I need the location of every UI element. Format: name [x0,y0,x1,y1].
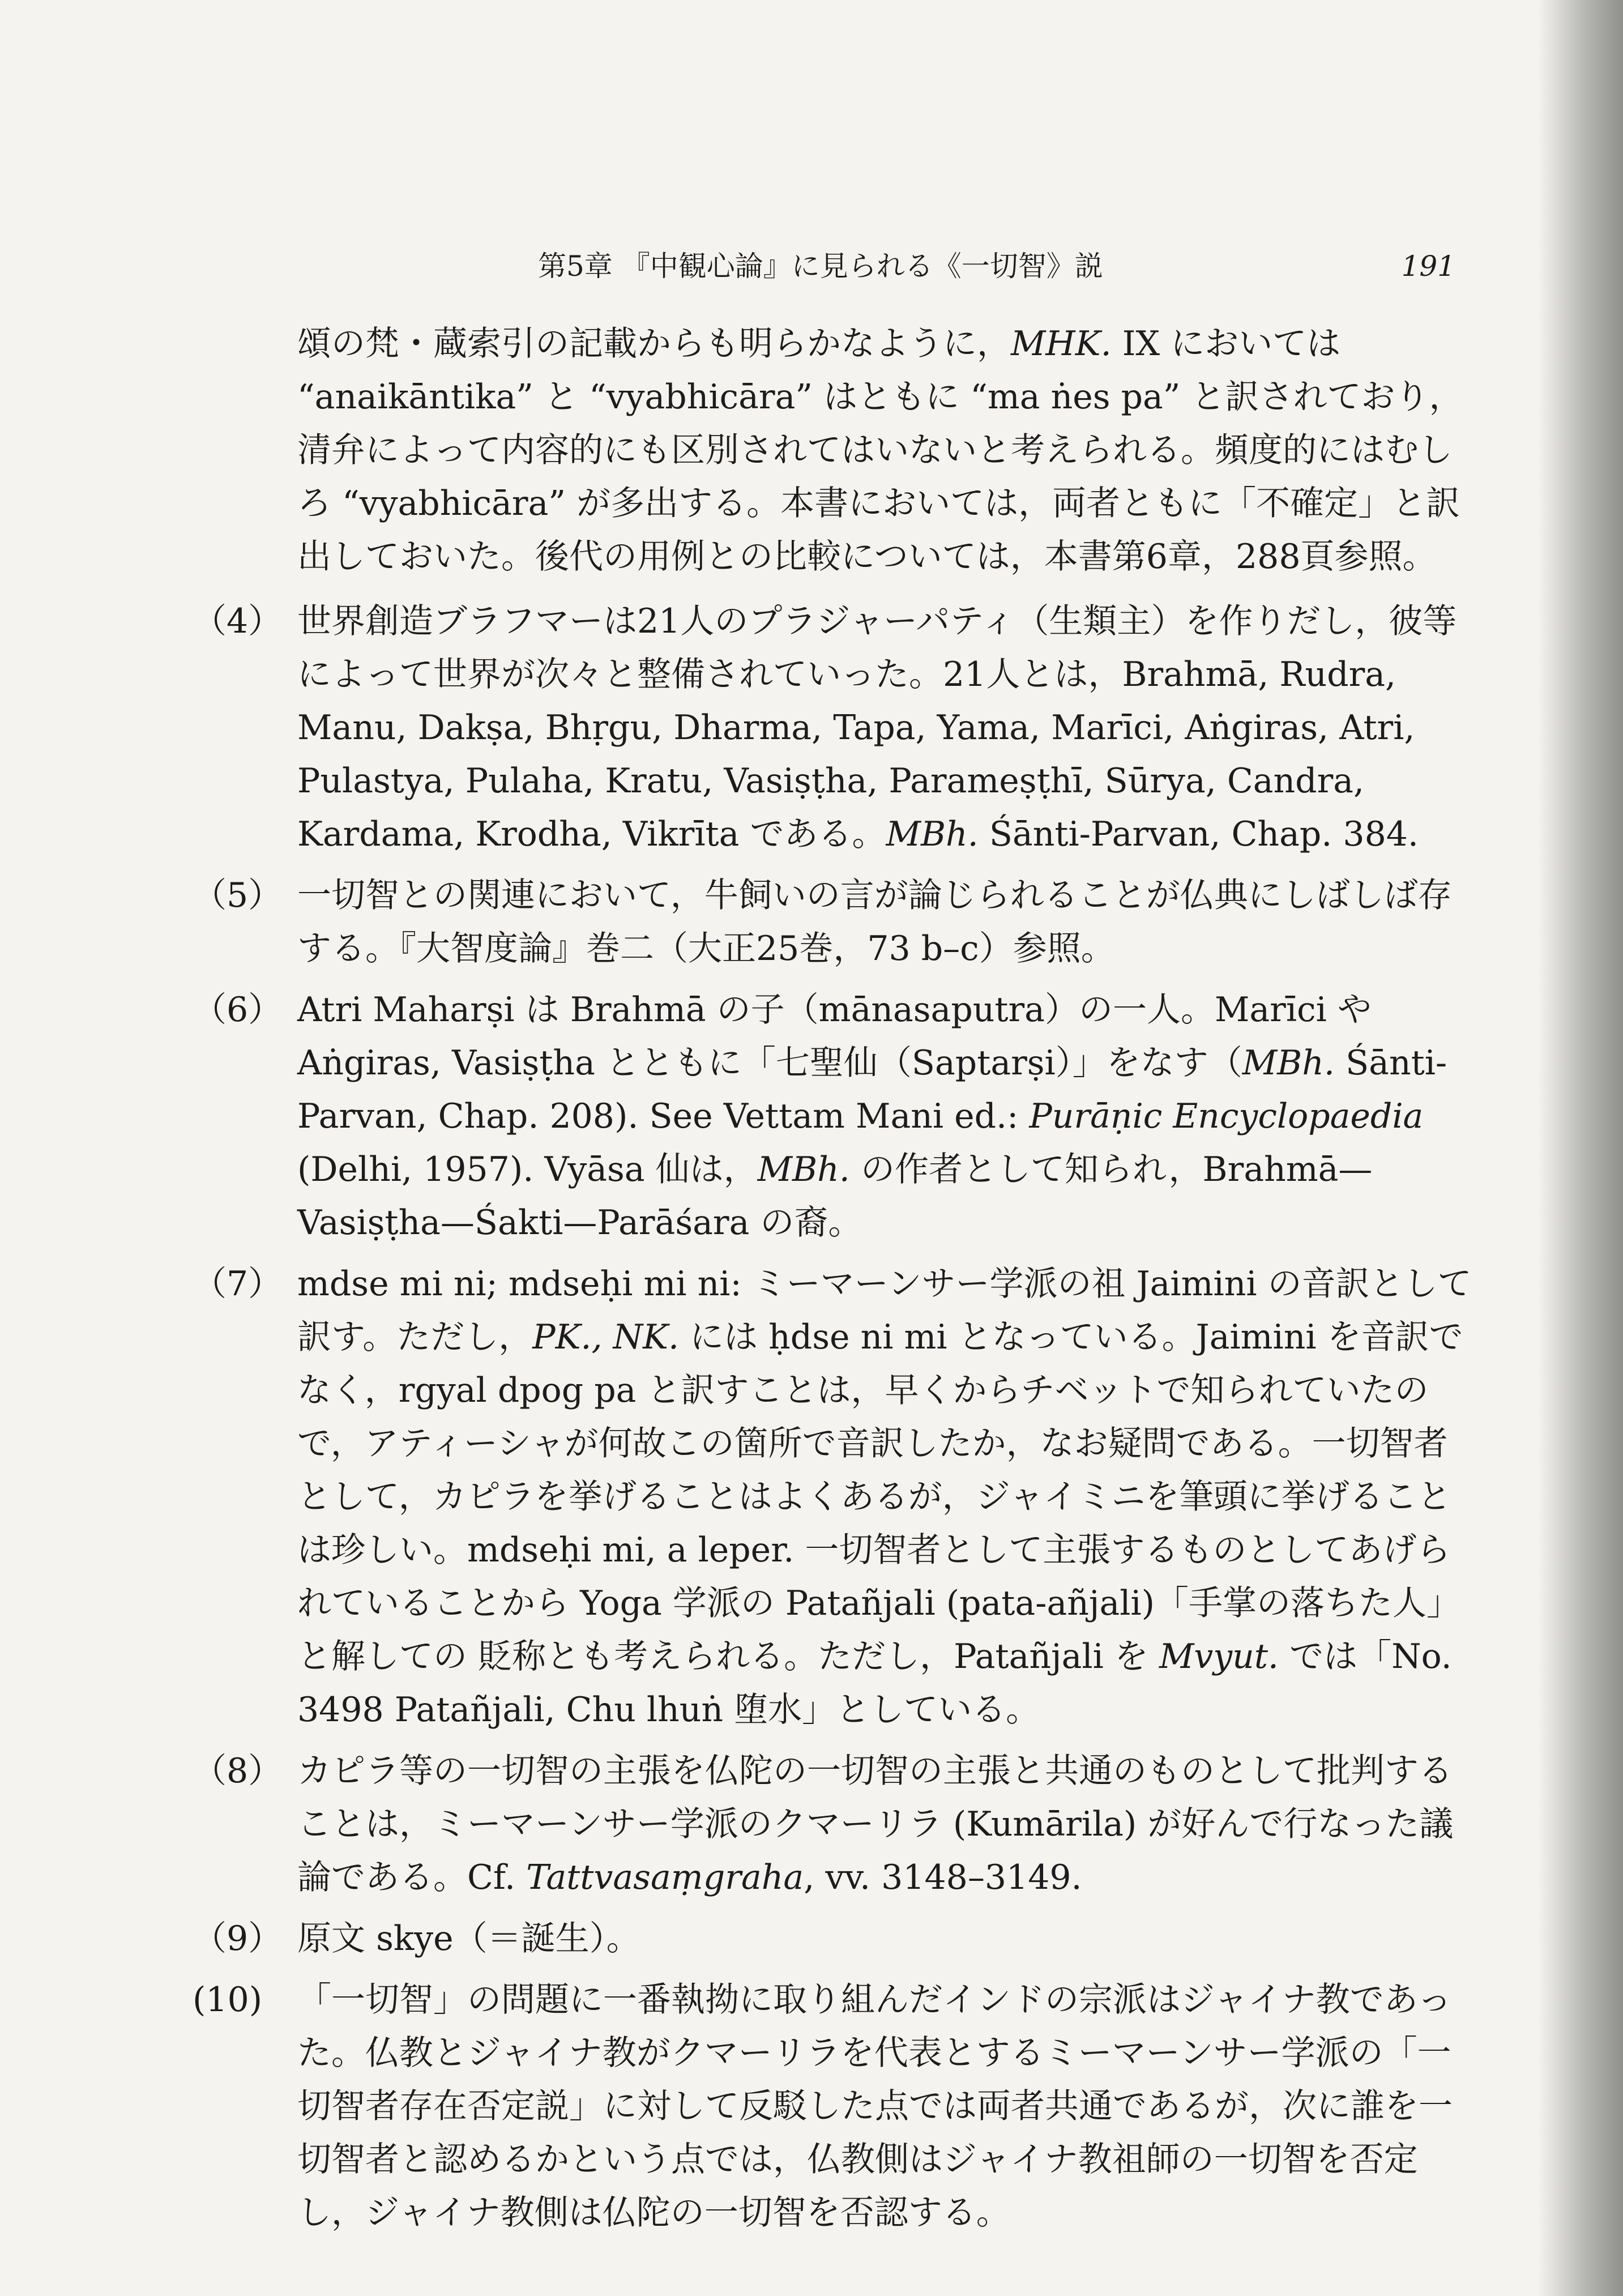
note-text [297,1257,1478,1736]
text-run: カピラ等の一切智の主張を仏陀の一切智の主張と共通のものとして批判することは，ミーマーンサー学派のクマーリラ (Kumārila) が好んで行なった議論である。Cf. [297,1751,1454,1897]
note-number: （9） [193,1919,283,1958]
note-text [297,1973,1478,2239]
italic-run: Mvyut. [1159,1637,1279,1676]
text-run: 世界創造ブラフマーは21人のプラジャーパティ（生類主）を作りだし，彼等によって世界が次々と整備されていった。21人とは，Brahmā, Rudra, Manu, Dakṣa, Bhṛgu, Dharma, Tapa, Yama, Marīci, Aṅgiras, Atri, Pulastya, Pulaha, Kratu, Vasiṣṭha, Parameṣṭhī, Sūrya, Candra, Kardama, Krodha, Vikrīta である。 [297,601,1457,854]
page-number: 191 [1401,250,1455,283]
text-run: Śānti-Parvan, Chap. 208). See Vettam Mani ed.: [297,1043,1447,1136]
note-text [297,1744,1478,1904]
text-run: の作者として知られ，Brahmā—Vasiṣṭha—Śakti—Parāśara の裔。 [297,1150,1373,1243]
note-8 [193,1744,1478,1904]
note-6 [193,983,1478,1249]
note-9 [193,1912,1478,1965]
text-run: 原文 skye（＝誕生）。 [297,1919,640,1958]
italic-run: MBh. [886,814,979,854]
italic-run: Tattvasaṃgraha [526,1858,804,1897]
note-number: （5） [193,876,283,915]
note-text [297,983,1478,1249]
note-10 [193,1973,1478,2239]
italic-run: MHK. [1011,324,1112,364]
chapter-title: 第5章 『中観心論』に見られる《一切智》説 [538,250,1103,283]
note-number: （8） [193,1751,283,1791]
note-text [297,869,1478,975]
text-run: , vv. 3148–3149. [804,1858,1082,1897]
text-run: (Delhi, 1957). Vyāsa 仙は， [297,1150,758,1189]
italic-run: MBh. [1242,1043,1335,1083]
text-run: 「一切智」の問題に一番執拗に取り組んだインドの宗派はジャイナ教であった。仏教とジャイナ教がクマーリラを代表とするミーマーンサー学派の「一切智者存在否定説」に対して反駁した点では両者共通であるが，次に誰を一切智者と認めるかという点では，仏教側はジャイナ教祖師の一切智を否定し，ジャイナ教側は仏陀の一切智を否認する。 [297,1980,1453,2233]
note-number: (10) [193,1980,263,2020]
text-run: 一切智との関連において，牛飼いの言が論じられることが仏典にしばしば存する。『大智度論』巻二（大正25巻，73 b–c）参照。 [297,876,1452,968]
note-number: （6） [193,990,283,1030]
text-run: には ḥdse ni mi となっている。Jaimini を音訳でなく，rgyal dpog pa と訳すことは，早くからチベットで知られていたので，アティーシャが何故この箇所で音訳したか，なお疑問である。一切智者として，カピラを挙げることはよくあるが，ジャイミニを筆頭に挙げることは珍しい。mdseḥi mi, a leper. 一切智者として主張するものとしてあげられていることから Yoga 学派の Patañjali (pata-añjali)「手掌の落ちた人」と解しての 貶称とも考えられる。ただし，Patañjali を [297,1317,1463,1676]
text-run: 頌の梵・蔵索引の記載からも明らかなように， [297,324,1011,364]
text-run: では「No. 3498 Patañjali, Chu lhuṅ 堕水」としている。 [297,1637,1452,1730]
note-number: （4） [193,601,283,641]
note-5 [193,869,1478,975]
binding-shadow [1538,0,1623,2296]
note-4 [193,595,1478,861]
text-run: mdse mi ni; mdseḥi mi ni: ミーマーンサー学派の祖 Jaimini の音訳として訳す。ただし， [297,1264,1472,1357]
note-text [297,595,1478,861]
note-7 [193,1257,1478,1736]
text-run: Atri Maharṣi は Brahmā の子（mānasaputra）の一人。Marīci や Aṅgiras, Vasiṣṭha とともに「七聖仙（Saptarṣi）」をなす（ [297,990,1372,1083]
page-body [193,317,1478,2247]
running-header [538,244,1455,289]
text-run: Śānti-Parvan, Chap. 384. [978,814,1419,854]
note-text [297,1912,1478,1965]
note-number: （7） [193,1264,283,1304]
italic-run: MBh. [757,1150,850,1189]
italic-run: PK., NK. [532,1317,680,1357]
lead-paragraph [193,317,1478,583]
text-run: IX においては “anaikāntika” と “vyabhicāra” はともに “ma ṅes pa” と訳されており，清弁によって内容的にも区別されてはいないと考えられる。頻度的にはむしろ “vyabhicāra” が多出する。本書においては，両者ともに「不確定」と訳出しておいた。後代の用例との比較については，本書第6章，288頁参照。 [297,324,1463,577]
italic-run: Purāṇic Encyclopaedia [1029,1096,1424,1136]
